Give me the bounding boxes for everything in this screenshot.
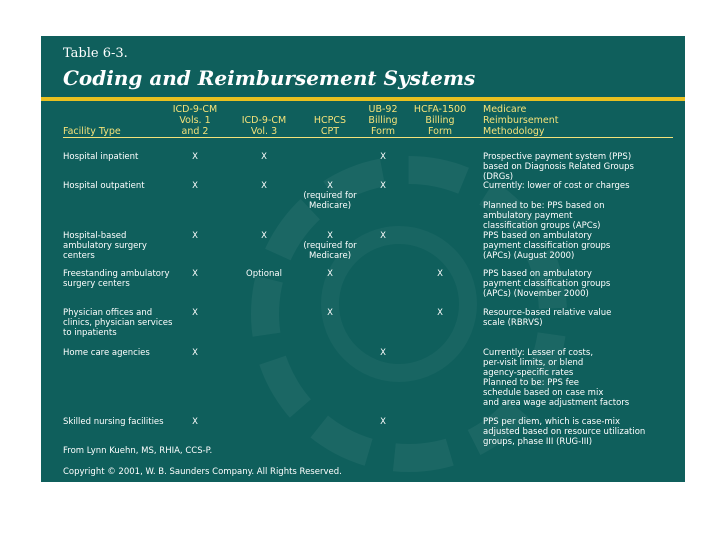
header-ub92: UB-92 Billing Form xyxy=(368,104,398,137)
row-3-facility: Hospital-based ambulatory surgery centers xyxy=(63,231,147,261)
row-2-icd-12: X xyxy=(192,181,198,191)
header-underline xyxy=(63,137,673,138)
row-4-hcfa: X xyxy=(437,269,443,279)
row-4-icd-3: Optional xyxy=(246,269,282,279)
row-3-hcpcs: X (required for Medicare) xyxy=(303,231,357,261)
row-3-medicare: PPS based on ambulatory payment classification groups (APCs) (August 2000) xyxy=(483,231,611,261)
row-6-medicare: Currently: Lesser of costs, per-visit limits, or blend agency-specific rates Planned to be: PPS fee schedule based on case mix and area wage adjustment factors xyxy=(483,348,630,408)
row-2-ub92: X xyxy=(380,181,386,191)
row-1-icd-12: X xyxy=(192,152,198,162)
header-hcpcs-cpt: HCPCS CPT xyxy=(313,115,347,137)
row-1-facility: Hospital inpatient xyxy=(63,152,139,162)
row-5-medicare: Resource-based relative value scale (RBRVS) xyxy=(483,308,612,328)
row-1-icd-3: X xyxy=(261,152,267,162)
row-6-facility: Home care agencies xyxy=(63,348,150,358)
row-2-facility: Hospital outpatient xyxy=(63,181,145,191)
row-5-hcpcs: X xyxy=(327,308,333,318)
row-6-icd-12: X xyxy=(192,348,198,358)
row-1-ub92: X xyxy=(380,152,386,162)
row-7-ub92: X xyxy=(380,417,386,427)
header-medicare-methodology: Medicare Reimbursement Methodology xyxy=(483,104,559,137)
row-3-ub92: X xyxy=(380,231,386,241)
row-2-medicare: Currently: lower of cost or charges Planned to be: PPS based on ambulatory payment classification groups (APCs) xyxy=(483,181,630,231)
row-7-medicare: PPS per diem, which is case-mix adjusted based on resource utilization groups, phase III (RUG-III) xyxy=(483,417,646,447)
source-note: From Lynn Kuehn, MS, RHIA, CCS-P. xyxy=(63,446,213,456)
row-3-icd-12: X xyxy=(192,231,198,241)
row-4-hcpcs: X xyxy=(327,269,333,279)
row-5-icd-12: X xyxy=(192,308,198,318)
row-1-medicare: Prospective payment system (PPS) based on Diagnosis Related Groups (DRGs) xyxy=(483,152,634,182)
page-title: Coding and Reimbursement Systems xyxy=(63,66,476,90)
row-4-icd-12: X xyxy=(192,269,198,279)
row-5-hcfa: X xyxy=(437,308,443,318)
title-divider xyxy=(41,97,685,101)
header-hcfa-1500: HCFA-1500 Billing Form xyxy=(413,104,467,137)
row-2-hcpcs: X (required for Medicare) xyxy=(303,181,357,211)
row-7-facility: Skilled nursing facilities xyxy=(63,417,164,427)
header-icd-vols-1-2: ICD-9-CM Vols. 1 and 2 xyxy=(172,104,218,137)
row-4-medicare: PPS based on ambulatory payment classification groups (APCs) (November 2000) xyxy=(483,269,611,299)
row-3-icd-3: X xyxy=(261,231,267,241)
row-2-icd-3: X xyxy=(261,181,267,191)
row-7-icd-12: X xyxy=(192,417,198,427)
row-4-facility: Freestanding ambulatory surgery centers xyxy=(63,269,170,289)
header-icd-vol-3: ICD-9-CM Vol. 3 xyxy=(241,115,287,137)
row-5-facility: Physician offices and clinics, physician services to inpatients xyxy=(63,308,173,338)
row-6-ub92: X xyxy=(380,348,386,358)
slide xyxy=(41,36,685,482)
copyright-note: Copyright © 2001, W. B. Saunders Company. All Rights Reserved. xyxy=(63,467,342,477)
table-label: Table 6-3. xyxy=(63,46,128,61)
header-facility-type: Facility Type xyxy=(63,126,121,137)
